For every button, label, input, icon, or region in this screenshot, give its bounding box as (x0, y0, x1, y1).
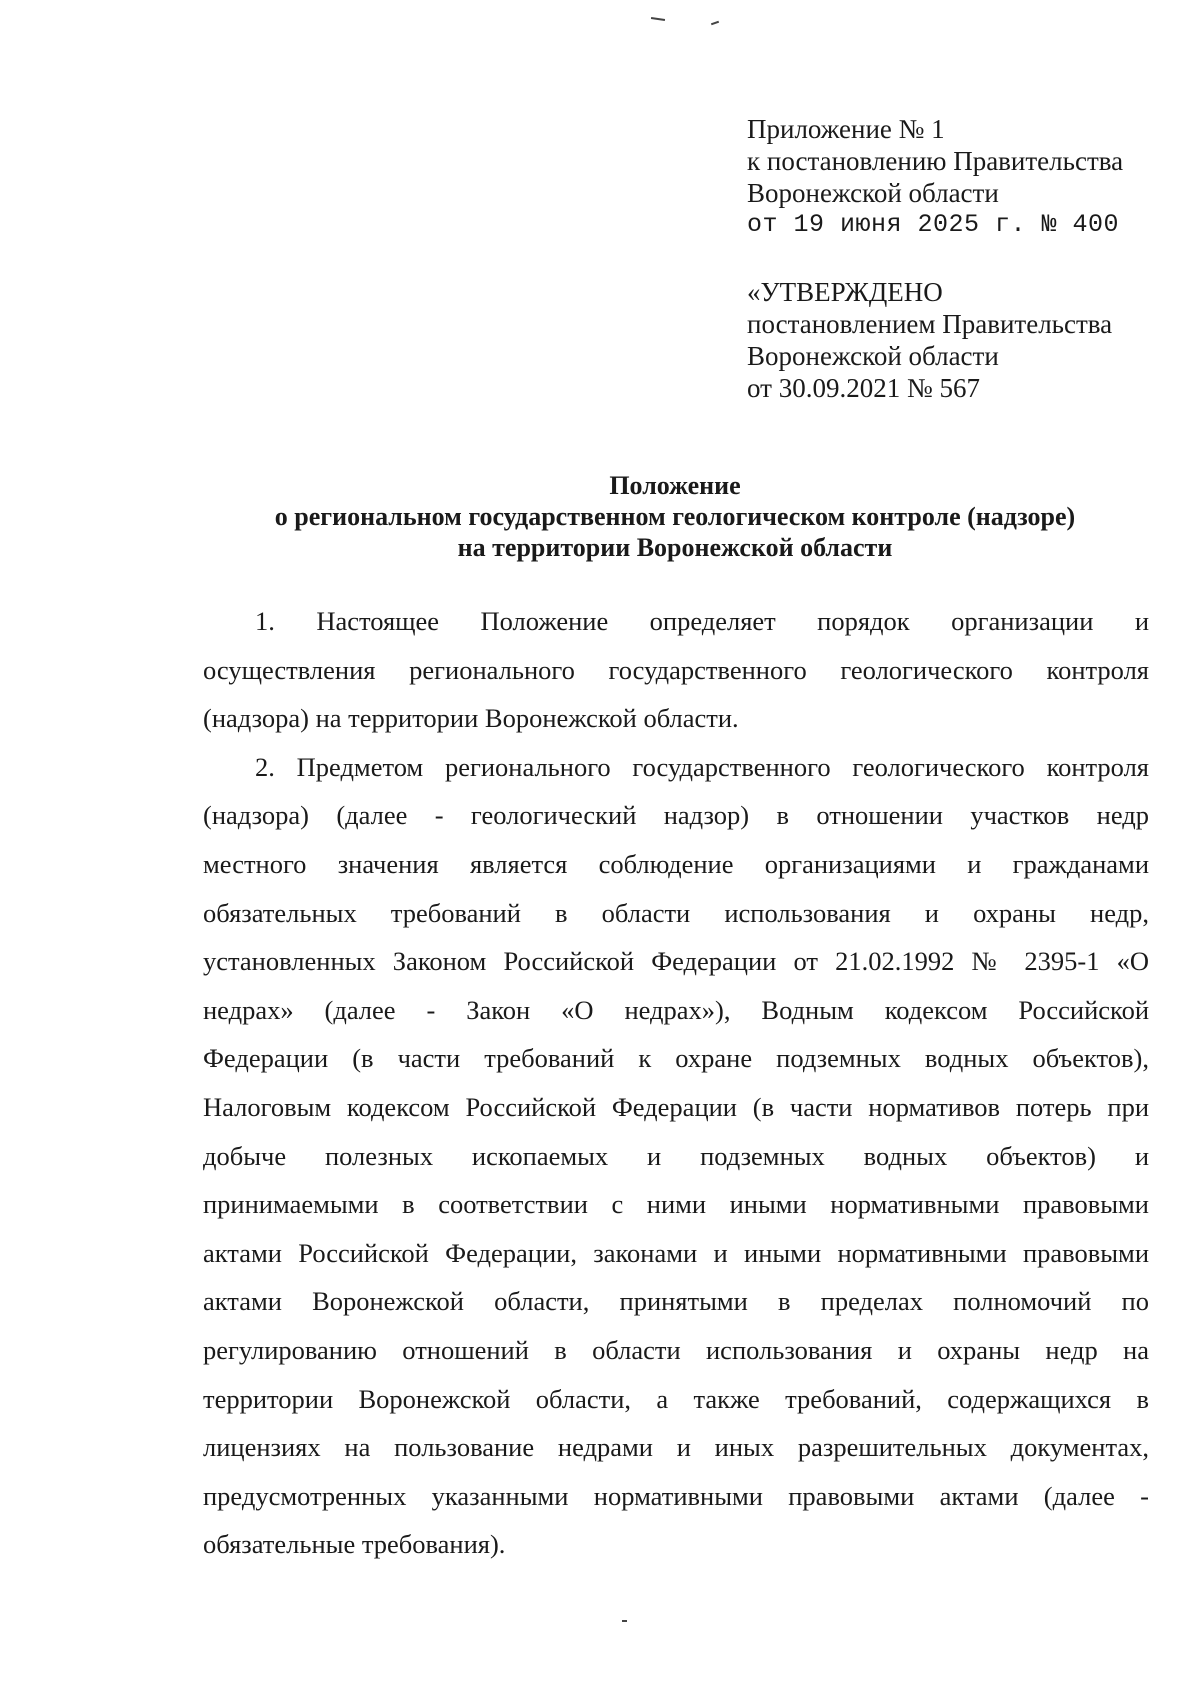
text-line: актами Воронежской области, принятыми в пределах полномочий по (203, 1286, 1149, 1317)
approved-heading: «УТВЕРЖДЕНО (747, 277, 943, 307)
text-line: регулированию отношений в области использования и охраны недр на (203, 1334, 1149, 1365)
approved-region: Воронежской области (747, 341, 999, 371)
text-line: лицензиях на пользование недрами и иных разрешительных документах, (203, 1432, 1149, 1463)
scan-artifact-top-left (651, 17, 665, 21)
scan-artifact-top-right (711, 21, 719, 26)
attachment-date: от 19 июня 2025 г. № 400 (747, 210, 1120, 239)
text-line: территории Воронежской области, а также требований, содержащихся в (203, 1383, 1149, 1414)
text-line: актами Российской Федерации, законами и иными нормативными правовыми (203, 1237, 1149, 1268)
text-line: принимаемыми в соответствии с ними иными нормативными правовыми (203, 1189, 1149, 1220)
text-line: (надзора) (далее - геологический надзор) в отношении участков недр (203, 800, 1149, 831)
text-line: осуществления регионального государственного геологического контроля (203, 654, 1149, 685)
text-line: предусмотренных указанными нормативными правовыми актами (далее - (203, 1480, 1149, 1511)
scan-artifact-bottom (622, 1620, 627, 1622)
text-line: (надзора) на территории Воронежской области. (203, 703, 739, 734)
attachment-number: Приложение № 1 (747, 114, 945, 144)
attachment-ref: к постановлению Правительства (747, 146, 1124, 176)
approved-by: постановлением Правительства (747, 309, 1113, 339)
text-line: Федерации (в части требований к охране подземных водных объектов), (203, 1043, 1149, 1074)
text-line: установленных Законом Российской Федерации от 21.02.1992 № 2395-1 «О (203, 946, 1149, 977)
title-line-3: на территории Воронежской области (457, 533, 893, 562)
title-line-2: о региональном государственном геологическом контроле (надзоре) (274, 502, 1076, 531)
paragraph-1 (203, 597, 1149, 743)
text-line: 1. Настоящее Положение определяет порядок организации и (255, 606, 1149, 636)
text-line: Налоговым кодексом Российской Федерации (в части нормативов потерь при (203, 1091, 1149, 1122)
attachment-region: Воронежской области (747, 178, 999, 208)
document-body (203, 597, 1149, 1569)
text-line: добыче полезных ископаемых и подземных водных объектов) и (203, 1140, 1149, 1171)
text-line: недрах» (далее - Закон «О недрах»), Водным кодексом Российской (203, 994, 1149, 1025)
document-title (200, 470, 1150, 563)
attachment-header (747, 113, 1167, 241)
text-line: местного значения является соблюдение организациями и гражданами (203, 848, 1149, 879)
text-line: 2. Предметом регионального государственного геологического контроля (255, 751, 1149, 782)
approved-stamp (747, 276, 1167, 404)
paragraph-2 (203, 743, 1149, 1569)
text-line: обязательные требования). (203, 1529, 506, 1560)
title-line-1: Положение (609, 471, 741, 500)
text-line: обязательных требований в области использования и охраны недр, (203, 897, 1149, 928)
approved-date: от 30.09.2021 № 567 (747, 373, 980, 403)
